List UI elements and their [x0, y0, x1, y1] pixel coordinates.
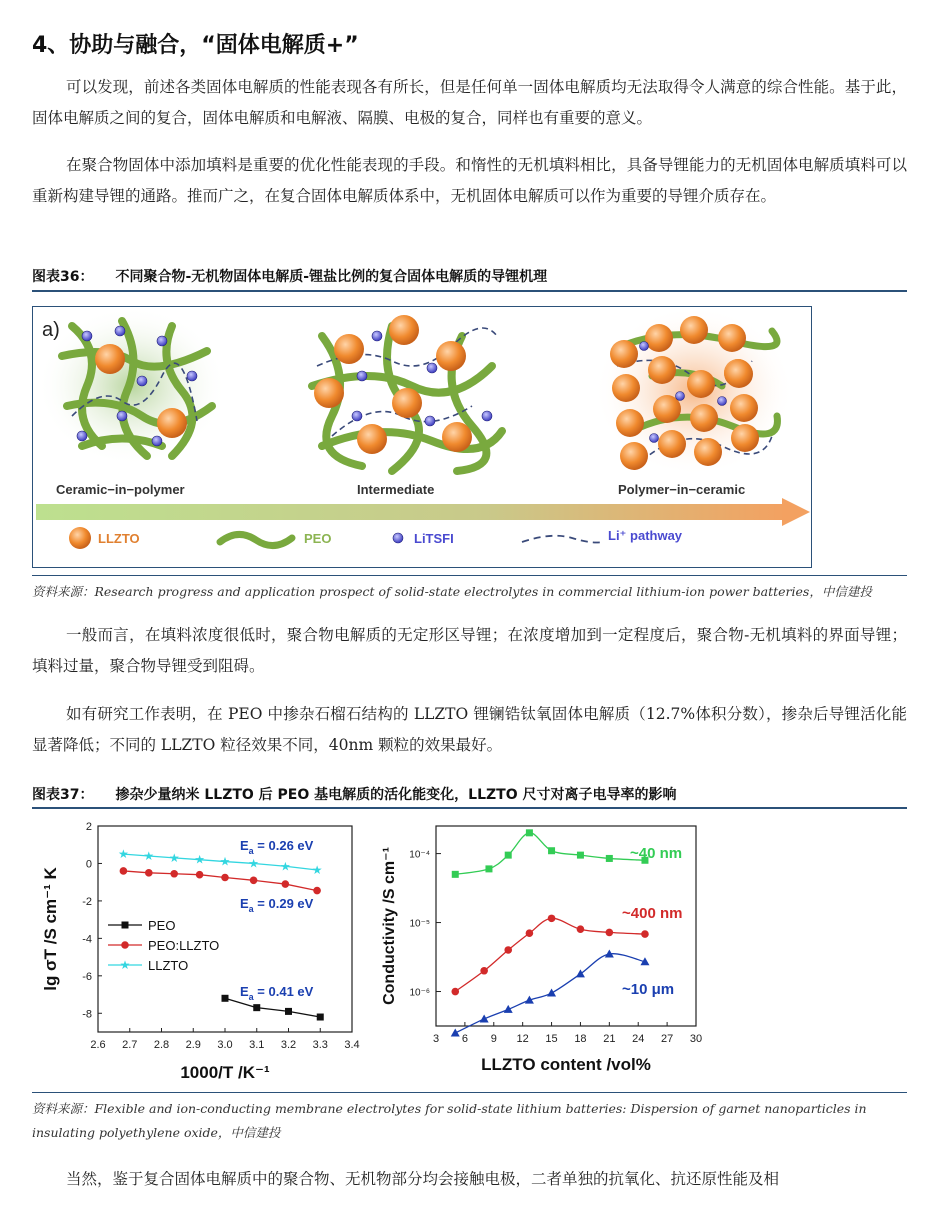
data-point — [606, 929, 614, 937]
litsfi-legend-icon — [393, 533, 403, 543]
data-point — [196, 871, 204, 879]
x-tick-label: 3 — [432, 1033, 440, 1045]
legend-marker — [122, 922, 129, 929]
x-tick-label: 3.4 — [344, 1039, 360, 1051]
fig36-caption: 不同聚合物-无机物固体电解质-锂盐比例的复合固体电解质的导锂机理 — [115, 269, 548, 285]
x-tick-label: 9 — [490, 1033, 497, 1045]
x-tick-label: 2.7 — [122, 1039, 138, 1051]
ceramic-in-polymer-illustration — [37, 306, 227, 466]
legend-marker: ★ — [119, 958, 131, 972]
x-tick-label: 3.1 — [249, 1039, 265, 1051]
y-tick-label: -6 — [82, 970, 92, 983]
fig37-top-rule — [32, 807, 907, 809]
x-tick-label: 3.0 — [217, 1039, 233, 1051]
data-point: ★ — [279, 859, 291, 874]
data-point — [285, 1008, 292, 1015]
x-tick-label: 6 — [461, 1033, 468, 1045]
fig36-title — [32, 266, 547, 286]
series-label: ~10 μm — [622, 981, 675, 998]
data-point — [120, 867, 128, 875]
x-tick-label: 30 — [689, 1033, 703, 1045]
data-point: ★ — [118, 847, 129, 862]
paragraph-5: 当然，鉴于复合固体电解质中的聚合物、无机物部分均会接触电极，二者单独的抗氧化、抗还原性能及相 — [66, 1170, 780, 1188]
section-heading: 4、协助与融合，“固体电解质+” — [32, 33, 359, 58]
fig36-bottom-rule — [32, 575, 907, 576]
data-point — [480, 1014, 489, 1022]
fig36-mechanism-diagram — [32, 306, 822, 568]
data-point — [577, 852, 584, 859]
data-point — [606, 855, 613, 862]
polymer-in-ceramic-illustration — [594, 306, 794, 476]
series-label: ~400 nm — [622, 905, 683, 922]
y-axis-label: lg σT /S cm⁻¹ K — [41, 867, 60, 991]
fig36-number: 图表36： — [32, 269, 94, 285]
series-curve — [455, 918, 645, 991]
legend-marker — [121, 941, 129, 949]
x-tick-label: 2.9 — [185, 1039, 201, 1051]
x-tick-label: 21 — [603, 1033, 616, 1045]
data-point: ★ — [311, 863, 323, 878]
data-point — [170, 870, 178, 878]
ea-annotation: $E_a = 0.29$ eV — [240, 896, 314, 914]
legend-label: PEO:LLZTO — [148, 938, 220, 953]
y-tick-label: -2 — [82, 895, 92, 908]
fig37-caption: 掺杂少量纳米 LLZTO 后 PEO 基电解质的活化能变化，LLZTO 尺寸对离子电导率的影响 — [115, 787, 677, 803]
series-~40 nm — [452, 829, 649, 878]
y-tick-label: -4 — [82, 933, 92, 946]
data-point — [526, 929, 534, 937]
x-tick-label: 3.3 — [312, 1039, 328, 1051]
y-axis-label: Conductivity /S cm⁻¹ — [381, 847, 398, 1005]
y-tick-label: -8 — [82, 1008, 92, 1021]
series-line — [123, 871, 317, 891]
x-tick-label: 18 — [574, 1033, 587, 1045]
fig36-source: 资料来源：Research progress and application prospect of solid-state electrolytes in commercial lithium-ion power batteries，中信建投 — [32, 584, 872, 599]
data-point — [282, 880, 290, 888]
data-point — [548, 847, 555, 854]
activation-energy-chart — [32, 812, 362, 1087]
ea-annotation: $E_a = 0.26$ eV — [240, 838, 314, 856]
y-tick-label: 2 — [85, 821, 92, 833]
fig37-bottom-rule — [32, 1092, 907, 1093]
stage-label-2: Intermediate — [357, 482, 435, 497]
data-point — [452, 871, 459, 878]
data-point — [505, 852, 512, 859]
data-point — [451, 988, 459, 996]
data-point — [526, 829, 533, 836]
legend-label: PEO — [148, 918, 176, 933]
legend-litsfi: LiTSFI — [414, 531, 454, 546]
data-point: ★ — [219, 854, 231, 869]
x-tick-label: 24 — [632, 1033, 645, 1045]
legend-llzto: LLZTO — [98, 531, 140, 546]
data-point — [485, 865, 492, 872]
data-point — [317, 1014, 324, 1021]
conductivity-vs-content-chart — [370, 812, 710, 1087]
x-tick-label: 27 — [660, 1033, 674, 1045]
paragraph-2: 在聚合物固体中添加填料是重要的优化性能表现的手段。和惰性的无机填料相比，具备导锂能力的无机固体电解质填料可以重新构建导锂的通路。推而广之，在复合固体电解质体系中，无机固体电解质可以作为重要的导锂介质存在。 — [32, 156, 907, 205]
fig37-source: 资料来源：Flexible and ion-conducting membrane electrolytes for solid-state lithium batteries: Dispersion of garnet nanoparticles in insulating polyethylene oxide，中信建投 — [32, 1101, 867, 1140]
data-point — [253, 1004, 260, 1011]
stage-label-1: Ceramic−in−polymer — [56, 482, 185, 497]
ea-annotation: $E_a = 0.41$ eV — [240, 984, 314, 1002]
fig37-number: 图表37： — [32, 787, 94, 803]
data-point — [504, 1005, 513, 1013]
data-point — [250, 877, 258, 885]
data-point — [641, 930, 649, 938]
x-axis-label: 1000/T /K⁻¹ — [180, 1063, 270, 1082]
legend-entry — [108, 958, 188, 973]
data-point — [222, 995, 229, 1002]
legend-entry — [108, 918, 175, 933]
paragraph-1: 可以发现，前述各类固体电解质的性能表现各有所长，但是任何单一固体电解质均无法取得令人满意的综合性能。基于此，固体电解质之间的复合，固体电解质和电解液、隔膜、电极的复合，同样也有重要的意义。 — [32, 78, 907, 127]
y-tick-label: 10⁻⁴ — [409, 849, 430, 861]
legend-label: LLZTO — [148, 958, 189, 973]
legend-li-pathway: Li⁺ pathway — [608, 528, 683, 543]
data-point — [576, 969, 585, 977]
fig37-title — [32, 784, 676, 804]
data-point — [313, 887, 321, 895]
llzto-legend-icon — [69, 527, 91, 549]
y-tick-label: 10⁻⁵ — [409, 918, 430, 930]
y-tick-label: 10⁻⁶ — [409, 987, 430, 999]
x-axis-label: LLZTO content /vol% — [481, 1055, 651, 1074]
data-point: ★ — [194, 852, 205, 867]
data-point — [451, 1029, 460, 1037]
x-tick-label: 3.2 — [280, 1039, 297, 1051]
stage-label-3: Polymer−in−ceramic — [618, 482, 746, 497]
x-tick-label: 2.6 — [90, 1039, 106, 1051]
paragraph-3: 一般而言，在填料浓度很低时，聚合物电解质的无定形区导锂；在浓度增加到一定程度后，聚合物-无机填料的界面导锂；填料过量，聚合物导锂受到阻碍。 — [32, 626, 907, 675]
data-point — [145, 869, 153, 877]
data-point: ★ — [143, 848, 155, 863]
series-line — [225, 998, 320, 1017]
data-point — [547, 989, 556, 997]
series-label: ~40 nm — [630, 845, 683, 862]
legend-peo: PEO — [304, 531, 332, 546]
fig36-panel-label: a) — [42, 319, 60, 341]
legend-entry — [108, 938, 219, 953]
y-tick-label: 0 — [85, 858, 92, 871]
x-tick-label: 2.8 — [153, 1039, 170, 1051]
data-point — [480, 967, 488, 975]
fig36-top-rule — [32, 290, 907, 292]
paragraph-4: 如有研究工作表明，在 PEO 中掺杂石榴石结构的 LLZTO 锂镧锆钛氧固体电解质（12.7%体积分数），掺杂后导锂活化能显著降低；不同的 LLZTO 粒径效果不同，40nm 颗粒的效果最好。 — [32, 705, 907, 754]
data-point: ★ — [168, 850, 180, 865]
data-point — [577, 925, 585, 933]
x-tick-label: 15 — [545, 1033, 558, 1045]
data-point — [221, 874, 229, 882]
x-tick-label: 12 — [516, 1033, 529, 1045]
data-point — [504, 946, 512, 954]
series-~10 μm — [451, 949, 650, 1036]
data-point: ★ — [248, 856, 259, 871]
data-point — [548, 915, 556, 923]
